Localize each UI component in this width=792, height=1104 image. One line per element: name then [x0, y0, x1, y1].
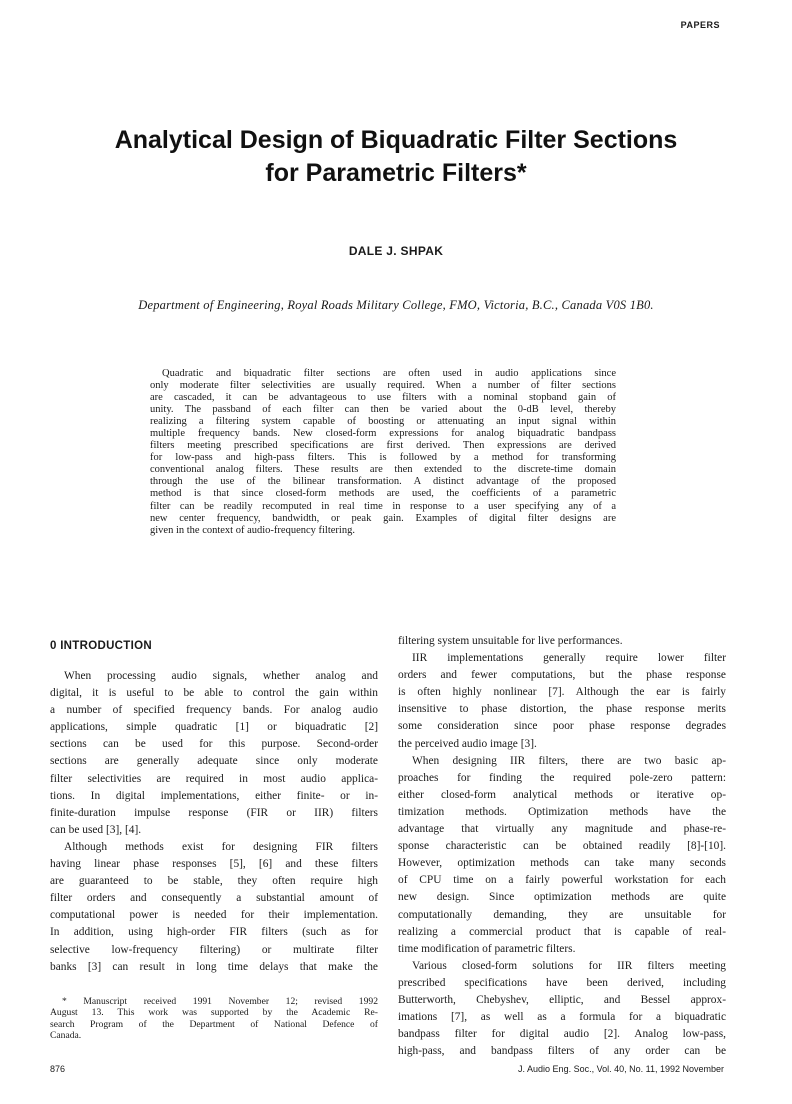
body-line: insensitive to phase distortion, the phase response merits: [398, 703, 726, 716]
abstract: [150, 368, 616, 537]
body-line: a number of specified frequency bands. For analog audio: [50, 704, 378, 717]
body-line: When designing IIR filters, there are two basic ap-: [412, 754, 726, 767]
body-line: filter selectivities are required in most audio applica-: [50, 772, 378, 785]
paper-title: [0, 124, 792, 190]
body-line: tions. In digital implementations, either finite- or in-: [50, 789, 378, 802]
body-line: sections are generally adequate since only moderate: [50, 755, 378, 768]
body-line: realizing a commercial product that is capable of real-: [398, 925, 726, 938]
body-line: is often highly nonlinear [7]. Although the ear is fairly: [398, 686, 726, 699]
page-number: 876: [50, 1064, 66, 1074]
abstract-line: filters meeting prescribed specifications are first derived. Then expressions are derived: [150, 440, 616, 452]
body-line: advantage that virtually any magnitude and phase-re-: [398, 823, 726, 836]
body-line: computationally demanding, they are unsuitable for: [398, 908, 726, 921]
body-line: filter orders and consequently a substantial amount of: [50, 892, 378, 905]
body-line: Various closed-form solutions for IIR filters meeting: [412, 959, 726, 972]
body-line: digital, it is useful to be able to control the gain within: [50, 687, 378, 700]
body-line: filtering system unsuitable for live performances.: [398, 635, 623, 647]
body-line: banks [3] can result in long time delays that make the: [50, 960, 378, 973]
section-heading-introduction: 0 INTRODUCTION: [50, 640, 152, 652]
body-line: new design. Since optimization methods are quite: [398, 891, 726, 904]
footnote-line: search Program of the Department of National Defence of: [50, 1018, 378, 1030]
abstract-line: are cascaded, it can be advantageous to use filters with a nominal stopband gain of: [150, 392, 616, 404]
footnote-line: * Manuscript received 1991 November 12; revised 1992: [62, 996, 378, 1007]
body-line: prescribed specifications have been derived, including: [398, 976, 726, 989]
body-line: proaches for finding the required pole-zero pattern:: [398, 771, 726, 784]
abstract-line: multiple frequency bands. New closed-form expressions for analog biquadratic bandpass: [150, 428, 616, 440]
title-line-2: for Parametric Filters*: [265, 159, 527, 187]
body-line: sections can be used for this purpose. Second-order: [50, 738, 378, 751]
abstract-line: through the use of the bilinear transformation. A distinct advantage of the proposed: [150, 476, 616, 488]
body-line: the perceived audio image [3].: [398, 737, 537, 750]
body-line: are guaranteed to be stable, they often require high: [50, 875, 378, 888]
body-line: However, optimization methods can take many seconds: [398, 857, 726, 870]
body-line: either closed-form analytical methods or iterative op-: [398, 788, 726, 801]
body-line: In addition, using high-order FIR filters (such as for: [50, 926, 378, 939]
abstract-line: Quadratic and biquadratic filter sections are often used in audio applications since: [162, 368, 616, 379]
abstract-line: method is that since closed-form methods are used, the coefficients of a parametric: [150, 488, 616, 500]
right-column: [398, 633, 726, 1060]
body-line: some consideration since poor phase response degrades: [398, 720, 726, 733]
left-column: [50, 668, 378, 976]
author-affiliation: Department of Engineering, Royal Roads Military College, FMO, Victoria, B.C., Canada V0S 1B0.: [138, 298, 654, 312]
body-line: finite-duration impulse response (FIR or IIR) filters: [50, 806, 378, 819]
body-line: Although methods exist for designing FIR filters: [64, 840, 378, 853]
abstract-line: conventional analog filters. These results are then extended to the discrete-time domain: [150, 464, 616, 476]
abstract-line: filter can be readily recomputed in real time in response to a user specifying any of a: [150, 500, 616, 512]
body-line: of CPU time on a fairly powerful workstation for each: [398, 874, 726, 887]
abstract-line: only moderate filter selectivities are usually required. When a number of filter sections: [150, 380, 616, 392]
abstract-line: unity. The passband of each filter can then be varied about the 0-dB level, thereby: [150, 404, 616, 416]
abstract-line: for low-pass and high-pass filters. This is followed by a method for transforming: [150, 452, 616, 464]
footnote-line: August 13. This work was supported by the Academic Re-: [50, 1007, 378, 1019]
body-line: computational power is needed for their implementation.: [50, 909, 378, 922]
body-line: having linear phase responses [5], [6] and these filters: [50, 858, 378, 871]
abstract-line: realizing a filtering system capable of boosting or attenuating an input signal within: [150, 416, 616, 428]
abstract-line: new center frequency, bandwidth, or peak gain. Examples of digital filter designs are: [150, 512, 616, 524]
body-line: IIR implementations generally require lower filter: [412, 652, 726, 665]
abstract-line: given in the context of audio-frequency filtering.: [150, 524, 355, 536]
body-line: imations [7], as well as a formula for a biquadratic: [398, 1011, 726, 1024]
running-head: PAPERS: [680, 20, 720, 30]
footnote-line: Canada.: [50, 1030, 82, 1042]
body-line: timization methods. Optimization methods have the: [398, 805, 726, 818]
body-line: sponse characteristic can be obtained readily [8]-[10].: [398, 840, 726, 853]
body-line: high-pass, and bandpass filters of any order can be: [398, 1045, 726, 1058]
title-line-1: Analytical Design of Biquadratic Filter Sections: [114, 126, 678, 154]
body-line: orders and fewer computations, but the phase response: [398, 669, 726, 682]
body-line: When processing audio signals, whether analog and: [64, 670, 378, 682]
body-line: bandpass filter for digital audio [2]. Analog low-pass,: [398, 1028, 726, 1041]
body-line: selective low-frequency filtering) or multirate filter: [50, 943, 378, 956]
footnote: [50, 996, 378, 1042]
body-line: can be used [3], [4].: [50, 823, 142, 836]
body-line: Butterworth, Chebyshev, elliptic, and Bessel approx-: [398, 993, 726, 1006]
author-name: DALE J. SHPAK: [348, 244, 444, 258]
body-line: time modification of parametric filters.: [398, 942, 576, 955]
journal-footer: J. Audio Eng. Soc., Vol. 40, No. 11, 1992 November: [518, 1064, 724, 1074]
body-line: applications, simple quadratic [1] or biquadratic [2]: [50, 721, 378, 734]
